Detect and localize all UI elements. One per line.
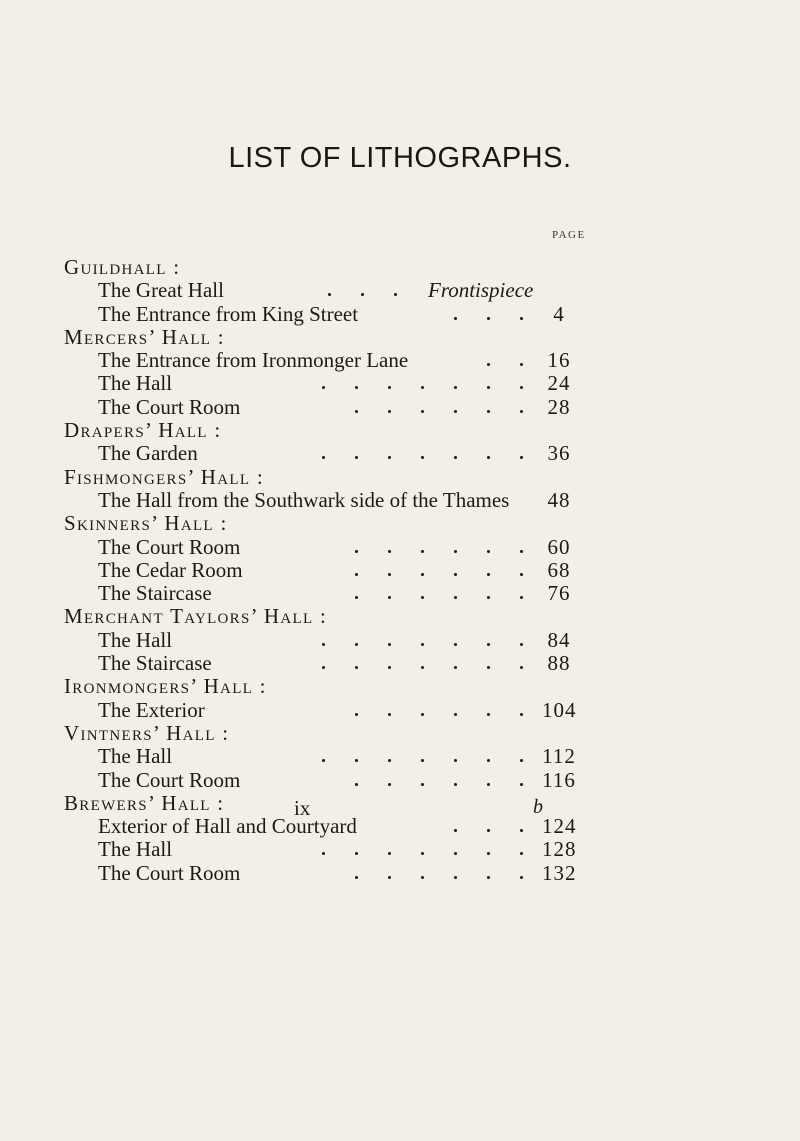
entry-title: The Great Hall <box>98 278 224 303</box>
leader-dot <box>520 550 523 553</box>
leader-dot <box>520 713 523 716</box>
leader-dot <box>355 410 358 413</box>
entry-title: The Court Room <box>98 534 241 559</box>
leader-dot <box>454 410 457 413</box>
entry-title: The Hall <box>98 744 173 769</box>
toc-entry <box>64 372 584 395</box>
leader-dot <box>388 783 391 786</box>
leader-dot <box>361 293 364 296</box>
toc-entry <box>64 862 584 885</box>
leader-dot <box>421 573 424 576</box>
leader-dot <box>487 666 490 669</box>
leader-dot <box>355 573 358 576</box>
leader-dot <box>487 317 490 320</box>
entry-title: The Hall <box>98 627 173 652</box>
leader-dot <box>520 759 523 762</box>
toc-entry <box>64 303 584 326</box>
leader-dot <box>487 759 490 762</box>
entry-page-number: 60 <box>547 534 571 559</box>
entry-page-number: 36 <box>547 441 571 466</box>
leader-dot <box>487 876 490 879</box>
leader-dot <box>355 386 358 389</box>
leader-dot <box>520 643 523 646</box>
entry-title: The Entrance from King Street <box>98 301 359 326</box>
toc-entry <box>64 396 584 419</box>
toc-entry <box>64 745 584 768</box>
section-heading: Guildhall : <box>64 255 181 279</box>
leader-dot <box>454 829 457 832</box>
entry-title: The Staircase <box>98 651 212 676</box>
leader-dot <box>520 596 523 599</box>
leader-dot <box>421 759 424 762</box>
leader-dot <box>421 783 424 786</box>
leader-dot <box>520 573 523 576</box>
leader-dot <box>487 386 490 389</box>
leader-dot <box>520 363 523 366</box>
leader-dot <box>394 293 397 296</box>
leader-dots <box>64 629 584 652</box>
entry-title: The Court Room <box>98 860 241 885</box>
entry-page-number: 116 <box>542 767 576 792</box>
leader-dot <box>388 550 391 553</box>
leader-dots <box>64 396 584 419</box>
entry-title: The Staircase <box>98 581 212 606</box>
leader-dot <box>487 783 490 786</box>
entry-page-number: 88 <box>547 651 571 676</box>
section-heading: Brewers’ Hall : <box>64 790 225 815</box>
leader-dot <box>454 666 457 669</box>
section-heading: Vintners’ Hall : <box>64 720 230 745</box>
leader-dot <box>388 852 391 855</box>
leader-dots <box>64 279 584 302</box>
leader-dot <box>454 759 457 762</box>
entry-title: The Exterior <box>98 697 205 722</box>
toc-entry <box>64 838 584 861</box>
leader-dot <box>388 713 391 716</box>
page-title: LIST OF LITHOGRAPHS. <box>228 142 572 174</box>
toc-entry <box>64 279 584 302</box>
leader-dot <box>487 410 490 413</box>
leader-dot <box>355 783 358 786</box>
leader-dot <box>388 666 391 669</box>
entry-page-number: 124 <box>542 814 577 839</box>
leader-dot <box>355 759 358 762</box>
entry-page-number: 16 <box>547 348 571 373</box>
leader-dots <box>64 536 584 559</box>
leader-dot <box>322 666 325 669</box>
leader-dot <box>355 456 358 459</box>
leader-dot <box>487 596 490 599</box>
signature-mark: b <box>533 796 543 818</box>
leader-dot <box>421 876 424 879</box>
toc-entry <box>64 769 584 792</box>
entry-page-number: 132 <box>542 860 577 885</box>
toc-entry <box>64 815 584 838</box>
toc-entry <box>64 582 584 605</box>
leader-dot <box>454 713 457 716</box>
entry-page-number: 4 <box>553 301 565 326</box>
section-heading: Fishmongers’ Hall : <box>64 464 264 489</box>
leader-dot <box>520 666 523 669</box>
section-heading: Mercers’ Hall : <box>64 324 225 349</box>
leader-dot <box>421 666 424 669</box>
leader-dot <box>355 852 358 855</box>
entry-title: The Garden <box>98 441 198 466</box>
leader-dot <box>421 643 424 646</box>
leader-dot <box>454 573 457 576</box>
leader-dot <box>355 876 358 879</box>
leader-dot <box>454 317 457 320</box>
toc-entry <box>64 489 584 512</box>
leader-dot <box>487 573 490 576</box>
leader-dot <box>454 596 457 599</box>
entry-title: The Court Room <box>98 767 241 792</box>
toc-entry <box>64 349 584 372</box>
leader-dot <box>322 643 325 646</box>
leader-dot <box>421 550 424 553</box>
entry-page-number: 48 <box>547 487 571 512</box>
leader-dot <box>388 410 391 413</box>
toc-entry <box>64 652 584 675</box>
leader-dot <box>322 852 325 855</box>
section-heading: Merchant Taylors’ Hall : <box>64 604 328 629</box>
leader-dot <box>355 666 358 669</box>
leader-dot <box>520 386 523 389</box>
leader-dot <box>454 876 457 879</box>
leader-dots <box>64 372 584 395</box>
leader-dot <box>421 596 424 599</box>
leader-dots <box>64 862 584 885</box>
leader-dot <box>520 317 523 320</box>
leader-dot <box>355 643 358 646</box>
toc-entry <box>64 699 584 722</box>
page-folio: ix <box>294 796 311 820</box>
leader-dots <box>64 582 584 605</box>
toc-entry <box>64 536 584 559</box>
leader-dots <box>64 745 584 768</box>
entry-note: Frontispiece <box>428 278 534 303</box>
leader-dots <box>64 838 584 861</box>
entry-title: The Court Room <box>98 394 241 419</box>
entry-title: Exterior of Hall and Courtyard <box>98 814 357 839</box>
leader-dot <box>520 410 523 413</box>
toc-entry <box>64 559 584 582</box>
leader-dot <box>421 713 424 716</box>
toc-entry <box>64 442 584 465</box>
toc-entry <box>64 629 584 652</box>
entry-page-number: 28 <box>547 394 571 419</box>
leader-dot <box>388 596 391 599</box>
leader-dot <box>322 386 325 389</box>
entry-page-number: 128 <box>542 837 577 862</box>
leader-dot <box>322 456 325 459</box>
entry-title: The Hall <box>98 837 173 862</box>
leader-dots <box>64 559 584 582</box>
leader-dot <box>388 386 391 389</box>
leader-dot <box>388 759 391 762</box>
leader-dot <box>421 456 424 459</box>
leader-dot <box>454 783 457 786</box>
leader-dot <box>454 852 457 855</box>
leader-dot <box>421 386 424 389</box>
leader-dot <box>388 456 391 459</box>
leader-dot <box>355 550 358 553</box>
leader-dots <box>64 349 584 372</box>
leader-dot <box>421 852 424 855</box>
leader-dots <box>64 652 584 675</box>
leader-dot <box>355 713 358 716</box>
leader-dots <box>64 815 584 838</box>
leader-dot <box>487 829 490 832</box>
leader-dot <box>454 386 457 389</box>
table-of-contents <box>64 256 584 885</box>
entry-page-number: 112 <box>542 744 576 769</box>
leader-dot <box>487 550 490 553</box>
page-column-label: PAGE <box>552 229 586 241</box>
leader-dot <box>388 876 391 879</box>
leader-dot <box>421 410 424 413</box>
entry-page-number: 104 <box>542 697 577 722</box>
leader-dot <box>520 829 523 832</box>
entry-title: The Hall <box>98 371 173 396</box>
leader-dot <box>388 573 391 576</box>
leader-dot <box>355 596 358 599</box>
leader-dot <box>388 643 391 646</box>
entry-page-number: 24 <box>547 371 571 396</box>
section-heading: Drapers’ Hall : <box>64 418 222 443</box>
leader-dots <box>64 699 584 722</box>
entry-page-number: 68 <box>547 557 571 582</box>
entry-title: The Entrance from Ironmonger Lane <box>98 348 409 373</box>
leader-dot <box>322 759 325 762</box>
leader-dot <box>487 456 490 459</box>
entry-title: The Hall from the Southwark side of the Thames <box>98 487 510 512</box>
leader-dot <box>487 363 490 366</box>
entry-page-number: 76 <box>547 581 571 606</box>
leader-dot <box>520 852 523 855</box>
section-heading: Ironmongers’ Hall : <box>64 674 267 699</box>
leader-dots <box>64 769 584 792</box>
leader-dot <box>487 713 490 716</box>
leader-dot <box>454 456 457 459</box>
leader-dot <box>520 783 523 786</box>
leader-dot <box>520 456 523 459</box>
leader-dot <box>487 643 490 646</box>
leader-dot <box>328 293 331 296</box>
leader-dots <box>64 442 584 465</box>
leader-dot <box>454 550 457 553</box>
leader-dot <box>487 852 490 855</box>
section-heading: Skinners’ Hall : <box>64 511 228 536</box>
leader-dot <box>454 643 457 646</box>
entry-page-number: 84 <box>547 627 571 652</box>
leader-dots <box>64 303 584 326</box>
entry-title: The Cedar Room <box>98 557 243 582</box>
leader-dot <box>520 876 523 879</box>
